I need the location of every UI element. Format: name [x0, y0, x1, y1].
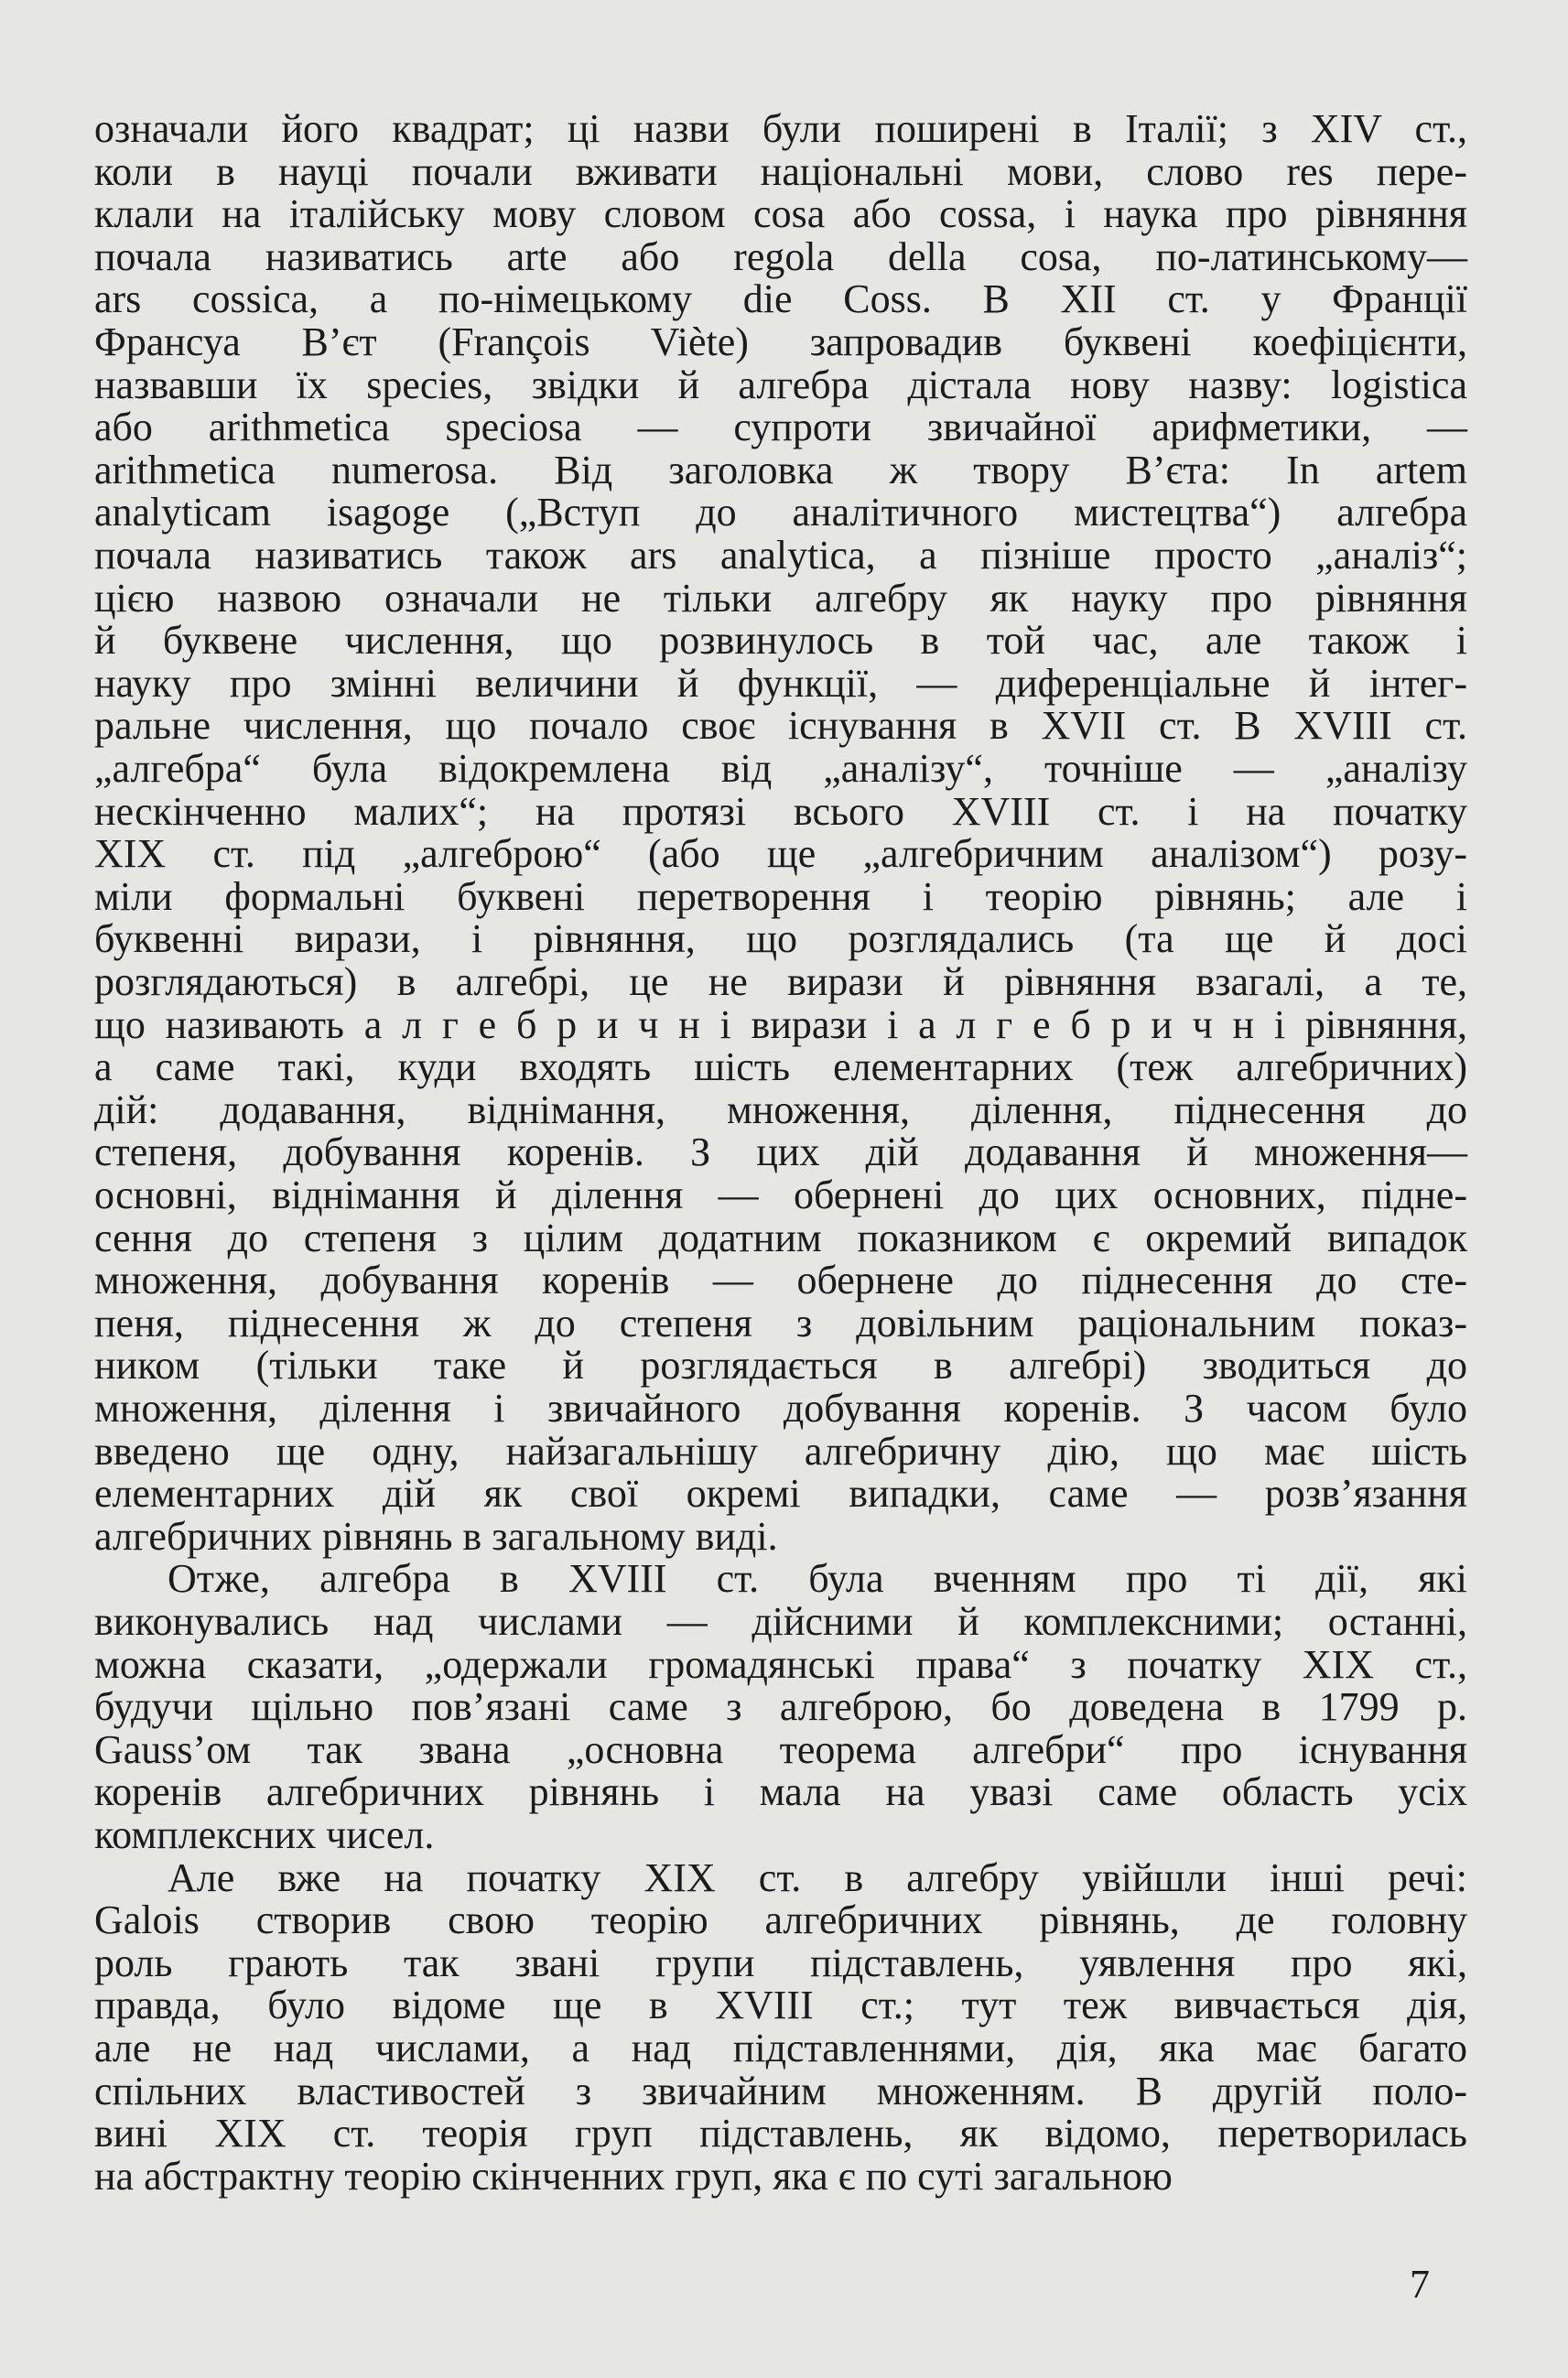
text-line-content: Але вже на початку XIX ст. в алгебру увійшли інші речі:	[168, 1854, 1467, 1900]
text-line-content: комплексних чисел.	[94, 1812, 435, 1857]
text-line-content: почала називатись arte або regola della cosa, по-латинському—	[94, 233, 1467, 279]
text-line	[94, 1001, 1467, 1047]
text-line	[94, 705, 1467, 747]
text-line-content: Galois створив свою теорію алгебричних рівнянь, де головну	[94, 1897, 1467, 1943]
text-line	[94, 1513, 1467, 1559]
text-line	[94, 1984, 1467, 2027]
text-line-content: степеня, добування коренів. З цих дій додавання й множення—	[94, 1130, 1467, 1175]
text-line	[94, 1428, 1467, 1474]
text-line-content: множення, добування коренів — обернене до піднесення до сте-	[94, 1258, 1467, 1303]
text-line	[94, 1473, 1467, 1515]
text-line	[94, 918, 1467, 960]
text-line	[94, 1345, 1467, 1387]
text-line-content: але не над числами, а над підставленнями, дія, яка має багато	[94, 2026, 1467, 2070]
text-line-content: ником (тільки таке й розглядається в алгебрі) зводиться до	[94, 1343, 1467, 1389]
text-line-content: й буквене числення, що розвинулось в той час, але також і	[94, 618, 1467, 664]
text-line	[94, 1302, 1467, 1345]
text-line	[94, 535, 1467, 577]
text-line-content: множення, ділення і звичайного добування коренів. З часом було	[94, 1386, 1467, 1431]
text-line-content: виконувались над числами — дійсними й комплексними; останні,	[94, 1599, 1467, 1644]
text-line	[94, 620, 1467, 662]
text-line-content: „алгебра“ була відокремлена від „аналізу“, точніше — „аналізу	[94, 746, 1467, 791]
text-line-content: нескінченно малих“; на протязі всього XVIII ст. і на початку	[94, 788, 1467, 834]
text-line-content: сення до степеня з цілим додатним показником є окремий випадок	[94, 1215, 1467, 1260]
text-line	[94, 2113, 1467, 2155]
text-line-content: можна сказати, „одержали громадянські права“ з початку XIX ст.,	[94, 1641, 1467, 1687]
text-line-content: означали його квадрат; ці назви були поширені в Італії; з XIV ст.,	[94, 106, 1467, 151]
text-line-content: елементарних дій як свої окремі випадки, саме — розв’язання	[94, 1471, 1467, 1517]
text-line-content: розглядаються) в алгебрі, це не вирази й рівняння взагалі, а те,	[94, 959, 1467, 1004]
text-line-content: клали на італійську мову словом cosa або cossa, і наука про рівняння	[94, 191, 1467, 237]
text-line	[94, 1814, 1467, 1856]
text-line-content: основні, віднімання й ділення — обернені до цих основних, підне-	[94, 1173, 1467, 1217]
text-line	[94, 1131, 1467, 1173]
text-line	[94, 108, 1467, 150]
text-line-content: спільних властивостей з звичайним множенням. В другій поло-	[94, 2068, 1467, 2113]
text-line	[94, 873, 1467, 919]
text-line	[94, 1686, 1467, 1728]
text-line	[94, 1086, 1467, 1132]
text-line	[94, 148, 1467, 194]
text-line	[94, 1899, 1467, 1941]
text-line	[94, 833, 1467, 875]
text-line	[94, 575, 1467, 621]
text-line	[168, 1854, 1467, 1900]
text-line	[94, 748, 1467, 790]
text-line-content: а саме такі, куди входять шість елементарних (теж алгебричних)	[94, 1044, 1467, 1090]
text-line-content: analyticam isagoge („Вступ до аналітичного мистецтва“) алгебра	[94, 490, 1467, 535]
text-line	[94, 1259, 1467, 1302]
text-line-content: почала називатись також ars analytica, а пізніше просто „аналіз“;	[94, 533, 1467, 578]
text-line	[94, 321, 1467, 363]
text-line-content: дій: додавання, віднімання, множення, ділення, піднесення до	[94, 1086, 1467, 1132]
text-line-content: буквенні вирази, і рівняння, що розглядались (та ще й досі	[94, 916, 1467, 962]
text-line-content: XIX ст. під „алгеброю“ (або ще „алгебричним аналізом“) розу-	[94, 831, 1467, 877]
text-line-content: правда, було відоме ще в XVIII ст.; тут теж вивчається дія,	[94, 1983, 1467, 2028]
text-line-content: на абстрактну теорію скінченних груп, яка є по суті загальною	[94, 2153, 1173, 2199]
text-line-content: ральне числення, що почало своє існування в XVII ст. В XVIII ст.	[94, 703, 1467, 749]
text-line	[94, 1771, 1467, 1813]
text-line	[94, 961, 1467, 1003]
text-line-content: введено ще одну, найзагальнішу алгебричну дію, що має шість	[94, 1428, 1467, 1474]
text-line-content: алгебричних рівнянь в загальному виді.	[94, 1513, 778, 1559]
text-line-content: цією назвою означали не тільки алгебру як науку про рівняння	[94, 575, 1467, 621]
text-line-content: що називають а л г е б р и ч н і вирази і а л г е б р и ч н і рівняння,	[94, 1001, 1467, 1047]
text-line-content: arithmetica numerosa. Від заголовка ж твору В’єта: In artem	[94, 447, 1467, 492]
page-number: 7	[1410, 2262, 1430, 2307]
text-line	[94, 2027, 1467, 2070]
text-line-content: роль грають так звані групи підставлень, уявлення про які,	[94, 1940, 1467, 1985]
text-line	[94, 406, 1467, 449]
text-line	[94, 193, 1467, 235]
text-line	[168, 1558, 1467, 1600]
text-line-content: науку про змінні величини й функції, — диференціальне й інтег-	[94, 660, 1467, 706]
text-line	[94, 1174, 1467, 1216]
text-line-content: Gauss’ом так звана „основна теорема алгебри“ про існування	[94, 1726, 1467, 1772]
text-line	[94, 2070, 1467, 2113]
text-line-content: Отже, алгебра в XVIII ст. була вченням про ті дії, які	[168, 1556, 1467, 1602]
text-line	[94, 1388, 1467, 1430]
text-line	[94, 788, 1467, 834]
text-line-content: будучи щільно пов’язані саме з алгеброю, бо доведена в 1799 р.	[94, 1684, 1467, 1730]
text-line	[94, 2153, 1467, 2199]
text-line	[94, 278, 1467, 320]
text-line-content: або arithmetica speciosa — супроти звичайної арифметики, —	[94, 405, 1467, 450]
text-line	[94, 660, 1467, 706]
text-line	[94, 1217, 1467, 1259]
text-line-content: ars cossica, а по-німецькому die Coss. В XII ст. у Франції	[94, 276, 1467, 322]
text-line-content: коренів алгебричних рівнянь і мала на увазі саме область усіх	[94, 1769, 1467, 1815]
text-line	[94, 1641, 1467, 1687]
text-line-content: назвавши їх species, звідки й алгебра дістала нову назву: logistica	[94, 362, 1467, 407]
text-line	[94, 449, 1467, 492]
text-line	[94, 364, 1467, 406]
text-line	[94, 1726, 1467, 1772]
text-line-content: Франсуа В’єт (François Viète) запровадив буквені коефіцієнти,	[94, 319, 1467, 364]
text-line-content: пеня, піднесення ж до степеня з довільним раціональним показ-	[94, 1300, 1467, 1346]
text-line-content: вині XIX ст. теорія груп підставлень, як відомо, перетворилась	[94, 2111, 1467, 2156]
text-line	[94, 492, 1467, 534]
text-line	[94, 1046, 1467, 1088]
text-line	[94, 1601, 1467, 1643]
text-line-content: міли формальні буквені перетворення і теорію рівнянь; але і	[94, 873, 1467, 919]
text-line	[94, 233, 1467, 279]
text-line	[94, 1942, 1467, 1984]
text-line-content: коли в науці почали вживати національні мови, слово res пере-	[94, 148, 1467, 194]
